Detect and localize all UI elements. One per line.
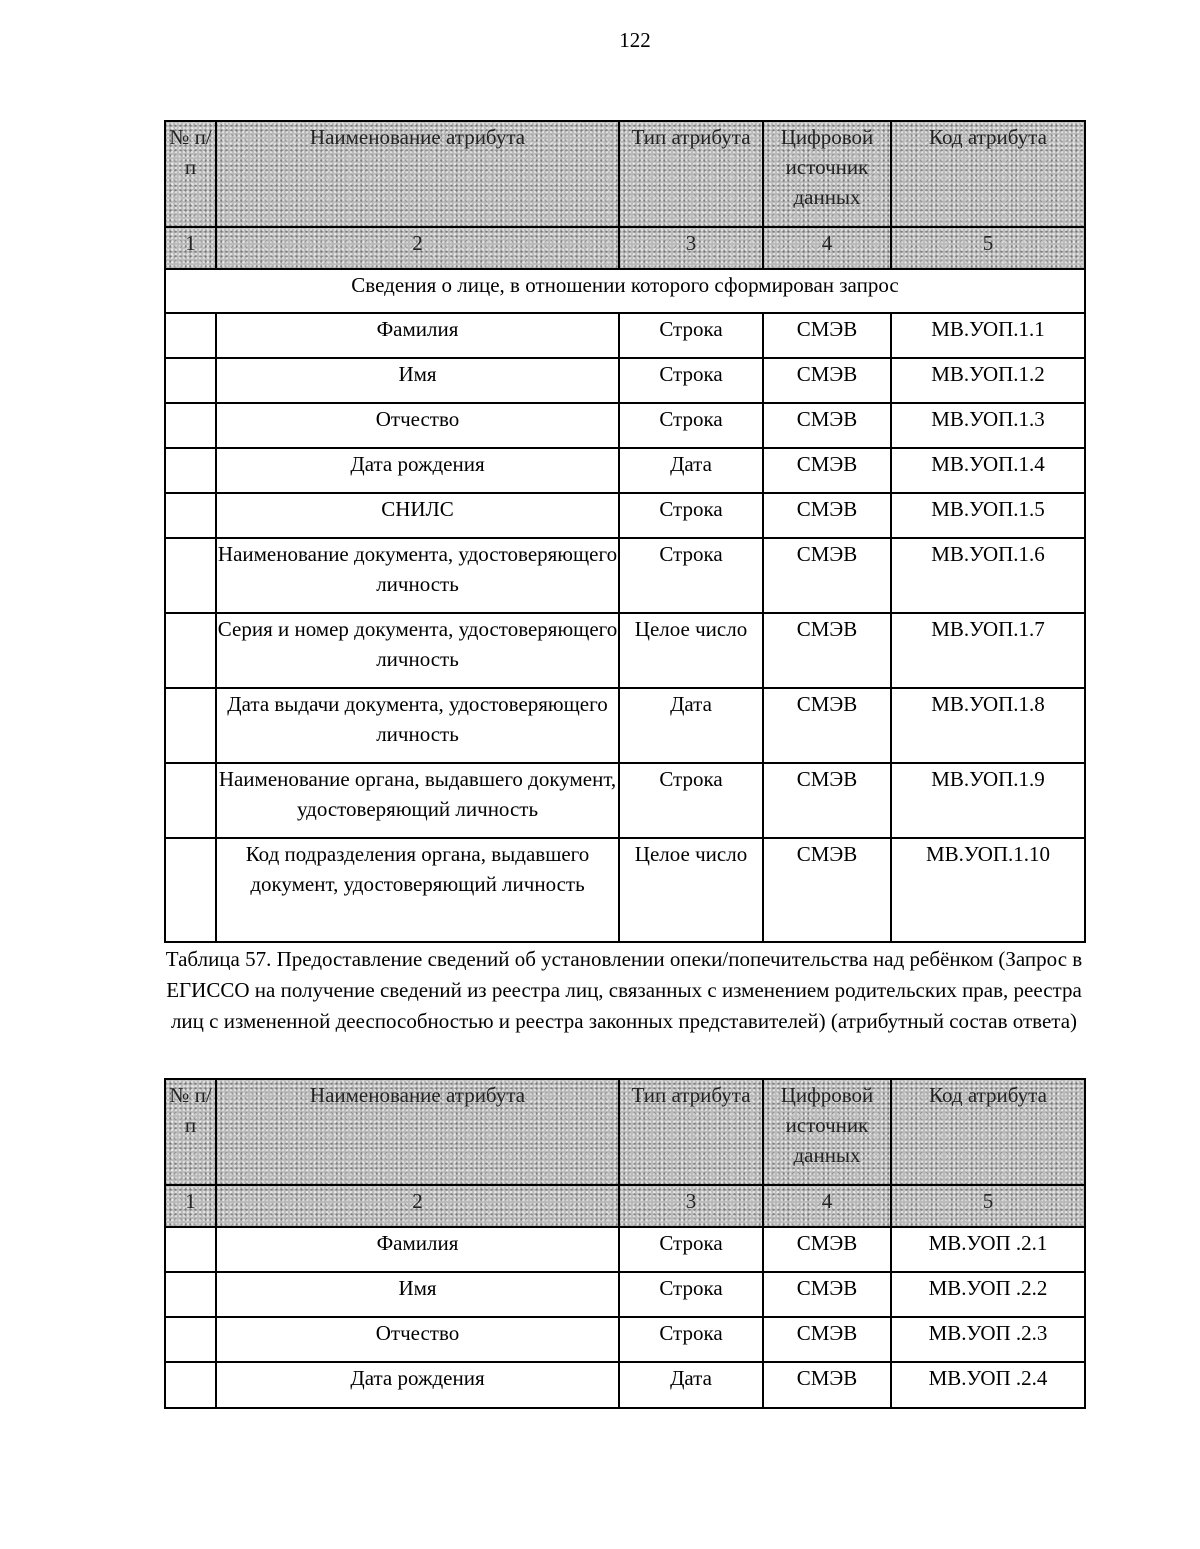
- attr-name: Имя: [216, 358, 619, 403]
- attr-source: СМЭВ: [763, 493, 891, 538]
- attr-source: СМЭВ: [763, 688, 891, 763]
- section-row: [165, 269, 1085, 313]
- table-row: [165, 1272, 1085, 1317]
- table-row: [165, 1317, 1085, 1362]
- header-name: Наименование атрибута: [216, 121, 619, 227]
- attr-code: МВ.УОП .2.3: [891, 1317, 1085, 1362]
- attr-type: Целое число: [619, 613, 763, 688]
- row-num: [165, 1362, 216, 1408]
- row-num: [165, 838, 216, 942]
- row-num: [165, 448, 216, 493]
- table-row: [165, 493, 1085, 538]
- header-type: Тип атрибута: [619, 121, 763, 227]
- page-number: 122: [619, 28, 651, 52]
- attr-type: Строка: [619, 403, 763, 448]
- header-source: Цифровой источник данных: [763, 1079, 891, 1185]
- row-num: [165, 358, 216, 403]
- table-row: [165, 613, 1085, 688]
- attr-code: МВ.УОП.1.10: [891, 838, 1085, 942]
- row-num: [165, 313, 216, 358]
- attr-name: Имя: [216, 1272, 619, 1317]
- header-number-1: 1: [165, 227, 216, 269]
- table-row: [165, 448, 1085, 493]
- attr-type: Строка: [619, 358, 763, 403]
- attr-code: МВ.УОП.1.6: [891, 538, 1085, 613]
- header-num: № п/ п: [165, 121, 216, 227]
- header-name: Наименование атрибута: [216, 1079, 619, 1185]
- table-row: [165, 1227, 1085, 1272]
- attr-source: СМЭВ: [763, 313, 891, 358]
- header-source: Цифровой источник данных: [763, 121, 891, 227]
- attr-source: СМЭВ: [763, 1227, 891, 1272]
- table-row: [165, 763, 1085, 838]
- header-code: Код атрибута: [891, 121, 1085, 227]
- attr-code: МВ.УОП.1.4: [891, 448, 1085, 493]
- attr-name: Фамилия: [216, 313, 619, 358]
- header-numbers-row: [165, 227, 1085, 269]
- header-number-2: 2: [216, 1185, 619, 1227]
- attr-code: МВ.УОП.1.5: [891, 493, 1085, 538]
- attr-code: МВ.УОП.1.1: [891, 313, 1085, 358]
- header-num: № п/ п: [165, 1079, 216, 1185]
- attr-name: Отчество: [216, 403, 619, 448]
- attr-name: Дата рождения: [216, 448, 619, 493]
- attr-name: Код подразделения органа, выдавшего документ, удостоверяющий личность: [216, 838, 619, 942]
- row-num: [165, 688, 216, 763]
- header-row: [165, 121, 1085, 227]
- table-caption: Таблица 57. Предоставление сведений об установлении опеки/попечительства над ребёнком (Запрос в ЕГИССО на получение сведений из реестра лиц, связанных с изменением родительских прав, реестра лиц с измененной дееспособностью и реестра законных представителей) (атрибутный состав ответа): [165, 947, 1083, 1033]
- attr-name: Наименование документа, удостоверяющего личность: [216, 538, 619, 613]
- header-number-1: 1: [165, 1185, 216, 1227]
- attr-type: Строка: [619, 763, 763, 838]
- attr-type: Дата: [619, 1362, 763, 1408]
- header-number-5: 5: [891, 1185, 1085, 1227]
- attr-type: Строка: [619, 1317, 763, 1362]
- attr-name: Отчество: [216, 1317, 619, 1362]
- attr-code: МВ.УОП.1.8: [891, 688, 1085, 763]
- row-num: [165, 538, 216, 613]
- header-code: Код атрибута: [891, 1079, 1085, 1185]
- header-number-5: 5: [891, 227, 1085, 269]
- attr-code: МВ.УОП .2.4: [891, 1362, 1085, 1408]
- attr-source: СМЭВ: [763, 358, 891, 403]
- attr-source: СМЭВ: [763, 1272, 891, 1317]
- attr-code: МВ.УОП.1.2: [891, 358, 1085, 403]
- attr-source: СМЭВ: [763, 763, 891, 838]
- attr-type: Дата: [619, 688, 763, 763]
- table-row: [165, 1362, 1085, 1408]
- section-title: Сведения о лице, в отношении которого сформирован запрос: [165, 269, 1085, 313]
- header-type: Тип атрибута: [619, 1079, 763, 1185]
- header-numbers-row: [165, 1185, 1085, 1227]
- attr-name: Фамилия: [216, 1227, 619, 1272]
- table-row: [165, 403, 1085, 448]
- table-row: [165, 838, 1085, 942]
- row-num: [165, 403, 216, 448]
- table-row: [165, 688, 1085, 763]
- attr-type: Строка: [619, 493, 763, 538]
- attr-name: Дата рождения: [216, 1362, 619, 1408]
- attr-source: СМЭВ: [763, 448, 891, 493]
- attr-code: МВ.УОП.1.3: [891, 403, 1085, 448]
- attr-name: Наименование органа, выдавшего документ, удостоверяющий личность: [216, 763, 619, 838]
- attr-code: МВ.УОП .2.1: [891, 1227, 1085, 1272]
- attr-code: МВ.УОП .2.2: [891, 1272, 1085, 1317]
- attributes-table-1: [164, 120, 1086, 943]
- attr-type: Целое число: [619, 838, 763, 942]
- attr-source: СМЭВ: [763, 838, 891, 942]
- row-num: [165, 1227, 216, 1272]
- header-number-3: 3: [619, 227, 763, 269]
- row-num: [165, 1272, 216, 1317]
- row-num: [165, 763, 216, 838]
- attr-source: СМЭВ: [763, 1317, 891, 1362]
- attr-source: СМЭВ: [763, 1362, 891, 1408]
- attr-name: Дата выдачи документа, удостоверяющего личность: [216, 688, 619, 763]
- attr-code: МВ.УОП.1.7: [891, 613, 1085, 688]
- attr-source: СМЭВ: [763, 538, 891, 613]
- header-row: [165, 1079, 1085, 1185]
- attr-type: Дата: [619, 448, 763, 493]
- row-num: [165, 613, 216, 688]
- header-number-2: 2: [216, 227, 619, 269]
- table-row: [165, 538, 1085, 613]
- attr-name: СНИЛС: [216, 493, 619, 538]
- attributes-table-2: [164, 1078, 1086, 1409]
- header-number-4: 4: [763, 227, 891, 269]
- attr-type: Строка: [619, 1227, 763, 1272]
- table-row: [165, 358, 1085, 403]
- row-num: [165, 1317, 216, 1362]
- attr-type: Строка: [619, 1272, 763, 1317]
- attr-source: СМЭВ: [763, 403, 891, 448]
- header-number-4: 4: [763, 1185, 891, 1227]
- row-num: [165, 493, 216, 538]
- attr-code: МВ.УОП.1.9: [891, 763, 1085, 838]
- attr-source: СМЭВ: [763, 613, 891, 688]
- table-row: [165, 313, 1085, 358]
- attr-type: Строка: [619, 538, 763, 613]
- attr-type: Строка: [619, 313, 763, 358]
- attr-name: Серия и номер документа, удостоверяющего личность: [216, 613, 619, 688]
- header-number-3: 3: [619, 1185, 763, 1227]
